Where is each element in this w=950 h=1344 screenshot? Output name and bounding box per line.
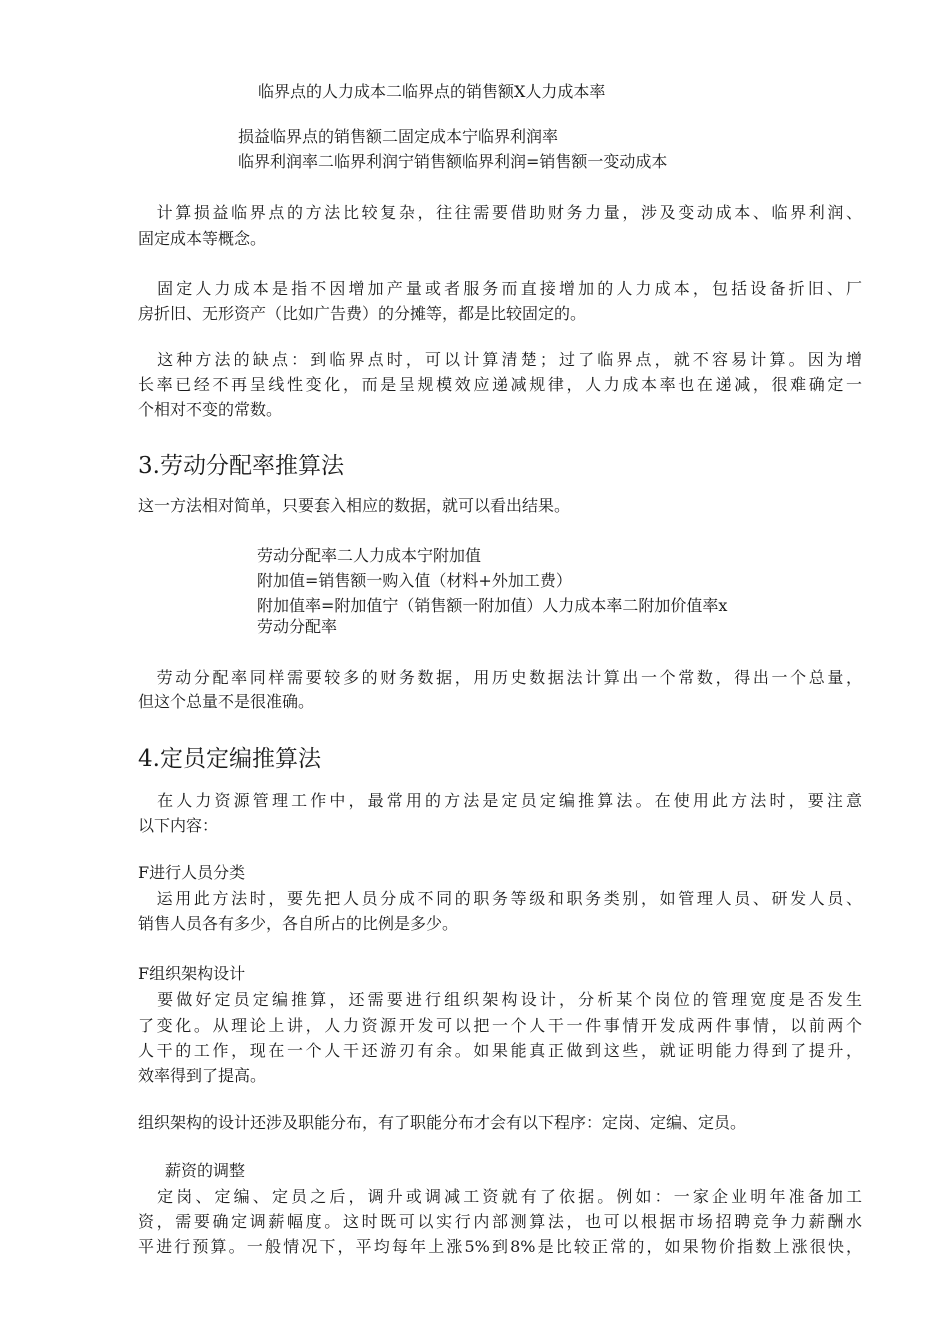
formula-line: 损益临界点的销售额二固定成本宁临界利润率 [238, 127, 559, 146]
subsection-label: F进行人员分类 [138, 863, 246, 882]
paragraph-line: 计算损益临界点的方法比较复杂，往往需要借助财务力量，涉及变动成本、临界利润、 [138, 203, 862, 222]
formula-line: 临界点的人力成本二临界点的销售额X人力成本率 [258, 82, 606, 101]
section-heading: 4.定员定编推算法 [138, 746, 321, 772]
paragraph-line: 组织架构的设计还涉及职能分布，有了职能分布才会有以下程序：定岗、定编、定员。 [138, 1113, 747, 1132]
paragraph-line: 房折旧、无形资产（比如广告费）的分摊等，都是比较固定的。 [138, 304, 587, 323]
paragraph-line: 人干的工作，现在一个人干还游刃有余。如果能真正做到这些，就证明能力得到了提升， [138, 1041, 862, 1060]
paragraph-line: 长率已经不再呈线性变化，而是呈规模效应递减规律，人力成本率也在递减，很难确定一 [138, 375, 862, 394]
section-heading: 3.劳动分配率推算法 [138, 453, 344, 479]
paragraph-line: 个相对不变的常数。 [138, 400, 283, 419]
paragraph-line: 固定成本等概念。 [138, 229, 267, 248]
subsection-label: 薪资的调整 [165, 1161, 246, 1180]
paragraph-line: 运用此方法时，要先把人员分成不同的职务等级和职务类别，如管理人员、研发人员、 [138, 889, 862, 908]
formula-line: 附加值=销售额一购入值（材料+外加工费） [257, 571, 572, 590]
formula-line: 临界利润率二临界利润宁销售额临界利润=销售额一变动成本 [238, 152, 668, 171]
paragraph-line: 销售人员各有多少，各自所占的比例是多少。 [138, 914, 459, 933]
paragraph-line: 劳动分配率同样需要较多的财务数据，用历史数据法计算出一个常数，得出一个总量， [138, 668, 862, 687]
paragraph-line: 固定人力成本是指不因增加产量或者服务而直接增加的人力成本，包括设备折旧、厂 [138, 279, 862, 298]
paragraph-line: 了变化。从理论上讲，人力资源开发可以把一个人干一件事情开发成两件事情，以前两个 [138, 1016, 862, 1035]
paragraph-line: 效率得到了提高。 [138, 1066, 267, 1085]
paragraph-line: 定岗、定编、定员之后，调升或调减工资就有了依据。例如：一家企业明年准备加工 [138, 1187, 862, 1206]
formula-line: 劳动分配率 [257, 617, 338, 636]
paragraph-line: 以下内容： [138, 816, 219, 835]
paragraph-line: 这种方法的缺点：到临界点时，可以计算清楚；过了临界点，就不容易计算。因为增 [138, 350, 862, 369]
paragraph-line: 要做好定员定编推算，还需要进行组织架构设计，分析某个岗位的管理宽度是否发生 [138, 990, 862, 1009]
paragraph-line: 在人力资源管理工作中，最常用的方法是定员定编推算法。在使用此方法时，要注意 [138, 791, 862, 810]
formula-line: 劳动分配率二人力成本宁附加值 [257, 546, 482, 565]
paragraph-line: 这一方法相对简单，只要套入相应的数据，就可以看出结果。 [138, 496, 571, 515]
paragraph-line: 资，需要确定调薪幅度。这时既可以实行内部测算法，也可以根据市场招聘竞争力薪酬水 [138, 1212, 862, 1231]
subsection-label: F组织架构设计 [138, 964, 246, 983]
formula-line: 附加值率=附加值宁（销售额一附加值）人力成本率二附加价值率x [257, 596, 728, 615]
paragraph-line: 平进行预算。一般情况下，平均每年上涨5%到8%是比较正常的，如果物价指数上涨很快， [138, 1237, 862, 1256]
paragraph-line: 但这个总量不是很准确。 [138, 692, 315, 711]
